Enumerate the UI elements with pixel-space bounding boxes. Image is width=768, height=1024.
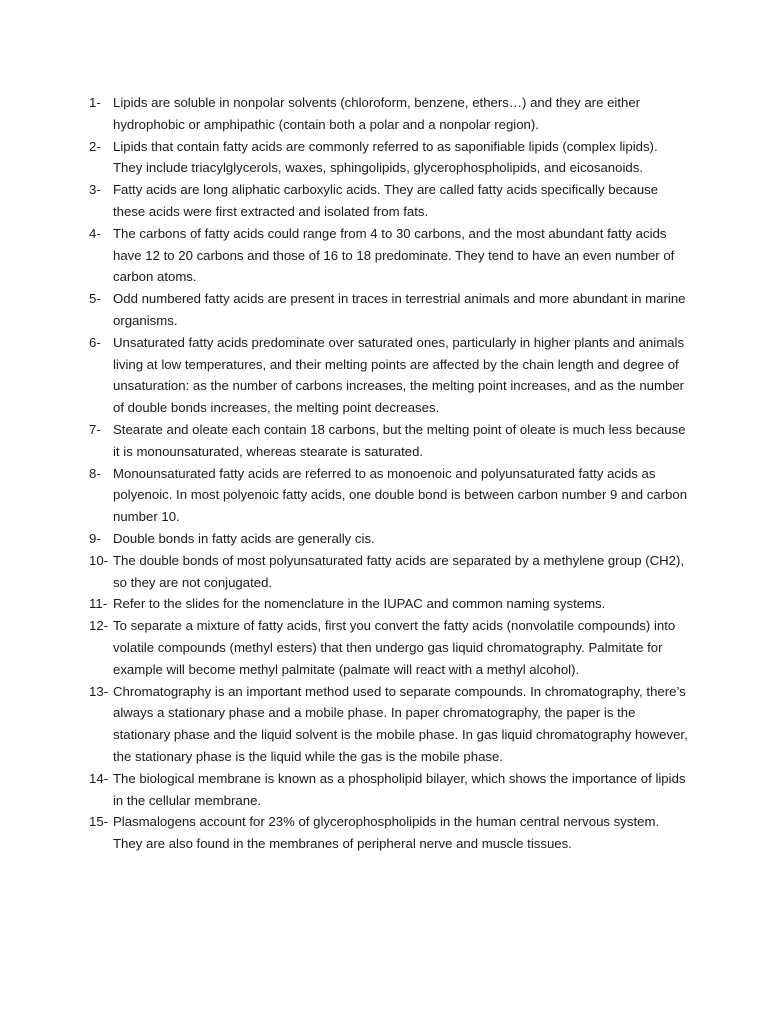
list-item [89,463,689,528]
list-item [89,811,689,855]
item-number: 13- [89,683,109,699]
item-number: 14- [89,770,109,786]
item-number: 15- [89,814,109,830]
item-text: Stearate and oleate each contain 18 carbons, but the melting point of oleate is much less because it is monounsaturated, whereas stearate is saturated. [113,421,686,459]
item-text: Double bonds in fatty acids are generally cis. [113,530,375,546]
list-item [89,768,689,812]
item-number: 10- [89,552,109,568]
item-text: Plasmalogens account for 23% of glycerophospholipids in the human central nervous system. They are also found in the membranes of peripheral nerve and muscle tissues. [113,814,660,852]
item-number: 12- [89,618,109,634]
list-item [89,615,689,680]
list-item [89,528,689,550]
list-item [89,332,689,419]
item-text: The double bonds of most polyunsaturated fatty acids are separated by a methylene group (CH2), so they are not conjugated. [113,552,685,590]
list-item [89,419,689,463]
item-text: Monounsaturated fatty acids are referred to as monoenoic and polyunsaturated fatty acids as polyenoic. In most polyenoic fatty acids, one double bond is between carbon number 9 and carbon number 10. [113,465,688,525]
item-text: Unsaturated fatty acids predominate over saturated ones, particularly in higher plants and animals living at low temperatures, and their melting points are affected by the chain length and degree of unsaturation: as the number of carbons increases, the melting point increases, and as the number of double bonds increases, the melting point decreases. [113,334,685,416]
list-item [89,136,689,180]
list-item [89,288,689,332]
item-text: The carbons of fatty acids could range from 4 to 30 carbons, and the most abundant fatty acids have 12 to 20 carbons and those of 16 to 18 predominate. They tend to have an even number of carbon atoms. [113,225,675,285]
item-text: Odd numbered fatty acids are present in traces in terrestrial animals and more abundant in marine organisms. [113,291,686,328]
item-text: Lipids are soluble in nonpolar solvents (chloroform, benzene, ethers…) and they are either hydrophobic or amphipathic (contain both a polar and a nonpolar region). [113,95,641,132]
list-item [89,92,689,136]
item-number: 9- [89,530,101,546]
item-number: 1- [89,95,101,110]
item-number: 7- [89,421,101,437]
item-number: 6- [89,334,101,350]
item-text: Chromatography is an important method used to separate compounds. In chromatography, there’s always a stationary phase and a mobile phase. In paper chromatography, the paper is the stationary phase and the liquid solvent is the mobile phase. In gas liquid chromatography however, the stationary phase is the liquid while the gas is the mobile phase. [113,683,688,764]
list-item [89,681,689,768]
item-text: Refer to the slides for the nomenclature in the IUPAC and common naming systems. [113,596,606,612]
list-item [89,550,689,594]
item-number: 2- [89,138,101,154]
item-text: The biological membrane is known as a phospholipid bilayer, which shows the importance of lipids in the cellular membrane. [113,770,686,808]
item-text: Lipids that contain fatty acids are commonly referred to as saponifiable lipids (complex lipids). They include triacylglycerols, waxes, sphingolipids, glycerophospholipids, and eicosanoids. [113,138,658,176]
item-text: Fatty acids are long aliphatic carboxylic acids. They are called fatty acids specifically because these acids were first extracted and isolated from fats. [113,182,659,219]
list-item [89,593,689,615]
item-number: 8- [89,465,101,481]
list-item [89,223,689,288]
item-number: 5- [89,291,101,307]
list-item [89,179,689,223]
item-number: 3- [89,182,101,198]
item-number: 4- [89,225,101,241]
numbered-list [89,92,689,855]
item-text: To separate a mixture of fatty acids, first you convert the fatty acids (nonvolatile compounds) into volatile compounds (methyl esters) that then undergo gas liquid chromatography. Palmitate for example will become methyl palmitate (palmate will react with a methyl alcohol). [113,618,676,677]
item-number: 11- [89,596,108,612]
